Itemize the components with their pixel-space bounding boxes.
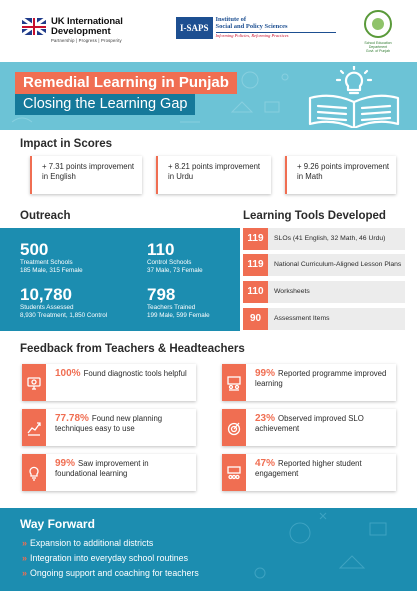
feedback-card (22, 409, 196, 446)
tool-row (243, 228, 405, 250)
feedback-card (222, 409, 396, 446)
school-education-department-seal (358, 10, 398, 56)
tool-count: 119 (243, 228, 268, 250)
outreach-sub: 185 Male, 315 Female (20, 267, 83, 274)
feedback-percentage: 100% (55, 368, 81, 379)
way-forward-text: Integration into everyday school routines (30, 553, 188, 563)
outreach-stat (147, 241, 203, 275)
way-forward-text: Expansion to additional districts (30, 538, 154, 548)
tool-label: Assessment Items (274, 315, 330, 322)
growth-chart-icon (22, 409, 46, 446)
seal-line2: Govt. of Punjab (365, 48, 391, 53)
ukaid-line1: UK International (51, 16, 123, 27)
target-icon (222, 409, 246, 446)
tool-count: 119 (243, 254, 268, 276)
page-subtitle: Closing the Learning Gap (23, 96, 188, 112)
subtitle-box (15, 94, 195, 115)
way-forward-text: Ongoing support and coaching for teachers (30, 568, 199, 578)
feedback-card (22, 454, 196, 491)
tool-row (243, 308, 405, 330)
page-title: Remedial Learning in Punjab (23, 74, 229, 91)
outreach-sub: 199 Male, 599 Female (147, 312, 210, 319)
feedback-card (222, 364, 396, 401)
outreach-number: 500 (20, 240, 49, 259)
tool-row (243, 254, 405, 276)
uk-international-development-logo (22, 17, 123, 45)
isaps-logo (176, 17, 336, 39)
tool-row (243, 281, 405, 303)
outreach-number: 110 (147, 240, 175, 259)
feedback-heading: Feedback from Teachers & Headteachers (20, 343, 245, 355)
open-book-lightbulb-icon (300, 66, 408, 128)
outreach-number: 10,780 (20, 285, 72, 304)
feedback-text: Found diagnostic tools helpful (83, 369, 187, 378)
tool-count: 90 (243, 308, 268, 330)
way-forward-item (22, 568, 199, 578)
isaps-mark: I-SAPS (176, 17, 213, 39)
double-chevron-icon: » (22, 538, 26, 548)
double-chevron-icon: » (22, 568, 26, 578)
outreach-label: Teachers Trained (147, 304, 196, 311)
feedback-percentage: 77.78% (55, 413, 89, 424)
impact-text-english: + 7.31 points improvement in English (42, 162, 135, 181)
classroom-icon (222, 364, 246, 401)
impact-card-urdu (156, 156, 271, 194)
title-box (15, 72, 237, 94)
way-forward-heading: Way Forward (20, 517, 95, 531)
engagement-icon (222, 454, 246, 491)
outreach-heading: Outreach (20, 210, 71, 222)
impact-card-english (30, 156, 142, 194)
feedback-text: Saw improvement in foundational learning (55, 459, 149, 478)
impact-card-math (285, 156, 396, 194)
feedback-text: Found new planning techniques easy to use (55, 414, 163, 433)
feedback-card (22, 364, 196, 401)
hero-banner (0, 62, 417, 130)
outreach-stat (147, 286, 210, 320)
outreach-stat (20, 286, 107, 320)
double-chevron-icon: » (22, 553, 26, 563)
lightbulb-icon (22, 454, 46, 491)
outreach-number: 798 (147, 285, 176, 304)
feedback-percentage: 47% (255, 458, 276, 469)
feedback-text: Reported programme improved learning (255, 369, 387, 388)
feedback-percentage: 99% (55, 458, 76, 469)
union-flag-icon (22, 18, 46, 35)
impact-text-urdu: + 8.21 points improvement in Urdu (168, 162, 261, 181)
seal-line1: School Education Department (364, 41, 392, 49)
outreach-label: Treatment Schools (20, 259, 73, 266)
feedback-text: Observed improved SLO achievement (255, 414, 364, 433)
tool-count: 110 (243, 281, 268, 303)
feedback-percentage: 23% (255, 413, 276, 424)
outreach-sub: 8,930 Treatment, 1,850 Control (20, 312, 108, 319)
diagnostic-tools-icon (22, 364, 46, 401)
header (0, 0, 417, 62)
ukaid-tagline: Partnership | Progress | Prosperity (51, 38, 122, 43)
feedback-card (222, 454, 396, 491)
seal-emblem-icon (364, 10, 392, 38)
outreach-label: Control Schools (147, 259, 192, 266)
way-forward-panel (0, 508, 417, 591)
isaps-line2: Social and Policy Sciences (215, 22, 288, 30)
isaps-tagline: Informing Policies, Reforming Practices (215, 32, 289, 38)
feedback-text: Reported higher student engagement (255, 459, 362, 478)
outreach-panel (0, 228, 240, 331)
outreach-sub: 37 Male, 73 Female (147, 267, 203, 274)
way-forward-item (22, 553, 188, 563)
way-forward-item (22, 538, 153, 548)
tools-heading: Learning Tools Developed (243, 210, 386, 222)
impact-text-math: + 9.26 points improvement in Math (297, 162, 390, 181)
tool-label: SLOs (41 English, 32 Math, 46 Urdu) (274, 235, 386, 242)
outreach-label: Students Assessed (20, 304, 74, 311)
outreach-stat (20, 241, 83, 275)
isaps-line1: Institute of (215, 16, 247, 23)
tool-label: Worksheets (274, 288, 310, 295)
ukaid-line2: Development (51, 25, 111, 37)
feedback-percentage: 99% (255, 368, 276, 379)
impact-heading: Impact in Scores (20, 138, 113, 150)
tool-label: National Curriculum-Aligned Lesson Plans (274, 261, 402, 268)
